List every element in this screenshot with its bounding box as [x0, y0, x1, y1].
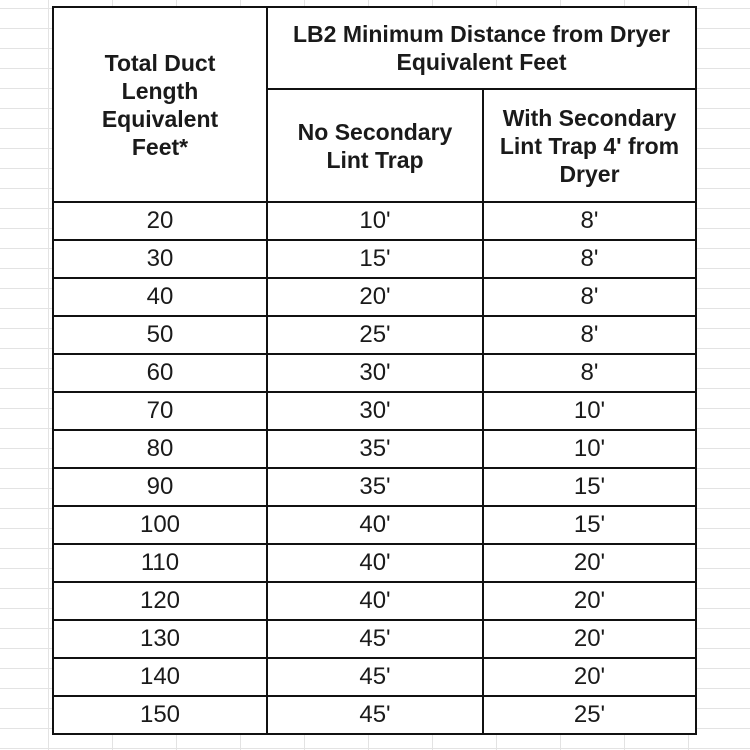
- length-cell: 120: [53, 582, 267, 620]
- no-trap-cell: 30': [267, 354, 483, 392]
- with-trap-cell: 25': [483, 696, 696, 734]
- length-cell: 70: [53, 392, 267, 430]
- no-trap-cell: 10': [267, 202, 483, 240]
- length-cell: 110: [53, 544, 267, 582]
- table-row: [53, 316, 696, 354]
- length-cell: 100: [53, 506, 267, 544]
- header-with-secondary-lint-trap: With Secondary Lint Trap 4' from Dryer: [483, 89, 696, 202]
- with-trap-cell: 20': [483, 544, 696, 582]
- table-row: [53, 430, 696, 468]
- table-row: [53, 658, 696, 696]
- no-trap-cell: 15': [267, 240, 483, 278]
- no-trap-cell: 40': [267, 506, 483, 544]
- table-row: [53, 696, 696, 734]
- table-row: [53, 544, 696, 582]
- length-cell: 90: [53, 468, 267, 506]
- with-trap-cell: 8': [483, 316, 696, 354]
- length-cell: 60: [53, 354, 267, 392]
- no-trap-cell: 40': [267, 582, 483, 620]
- table-row: [53, 582, 696, 620]
- no-trap-cell: 45': [267, 658, 483, 696]
- with-trap-cell: 8': [483, 278, 696, 316]
- length-cell: 30: [53, 240, 267, 278]
- table-row: [53, 278, 696, 316]
- with-trap-cell: 20': [483, 658, 696, 696]
- with-trap-cell: 8': [483, 240, 696, 278]
- header-total-duct-length: Total Duct Length Equivalent Feet*: [53, 7, 267, 202]
- table-row: [53, 202, 696, 240]
- table-row: [53, 240, 696, 278]
- length-cell: 140: [53, 658, 267, 696]
- with-trap-cell: 10': [483, 430, 696, 468]
- length-cell: 130: [53, 620, 267, 658]
- no-trap-cell: 35': [267, 430, 483, 468]
- length-cell: 150: [53, 696, 267, 734]
- no-trap-cell: 45': [267, 696, 483, 734]
- table-row: [53, 354, 696, 392]
- with-trap-cell: 8': [483, 354, 696, 392]
- no-trap-cell: 25': [267, 316, 483, 354]
- no-trap-cell: 45': [267, 620, 483, 658]
- with-trap-cell: 10': [483, 392, 696, 430]
- with-trap-cell: 20': [483, 582, 696, 620]
- table-row: [53, 506, 696, 544]
- table-row: [53, 620, 696, 658]
- length-cell: 40: [53, 278, 267, 316]
- no-trap-cell: 35': [267, 468, 483, 506]
- table-row: [53, 468, 696, 506]
- header-no-secondary-lint-trap: No Secondary Lint Trap: [267, 89, 483, 202]
- duct-distance-table: [52, 6, 697, 735]
- with-trap-cell: 15': [483, 506, 696, 544]
- with-trap-cell: 8': [483, 202, 696, 240]
- length-cell: 20: [53, 202, 267, 240]
- with-trap-cell: 20': [483, 620, 696, 658]
- no-trap-cell: 30': [267, 392, 483, 430]
- no-trap-cell: 20': [267, 278, 483, 316]
- header-minimum-distance-group: LB2 Minimum Distance from Dryer Equivalent Feet: [267, 7, 696, 89]
- table-row: [53, 392, 696, 430]
- no-trap-cell: 40': [267, 544, 483, 582]
- with-trap-cell: 15': [483, 468, 696, 506]
- length-cell: 50: [53, 316, 267, 354]
- length-cell: 80: [53, 430, 267, 468]
